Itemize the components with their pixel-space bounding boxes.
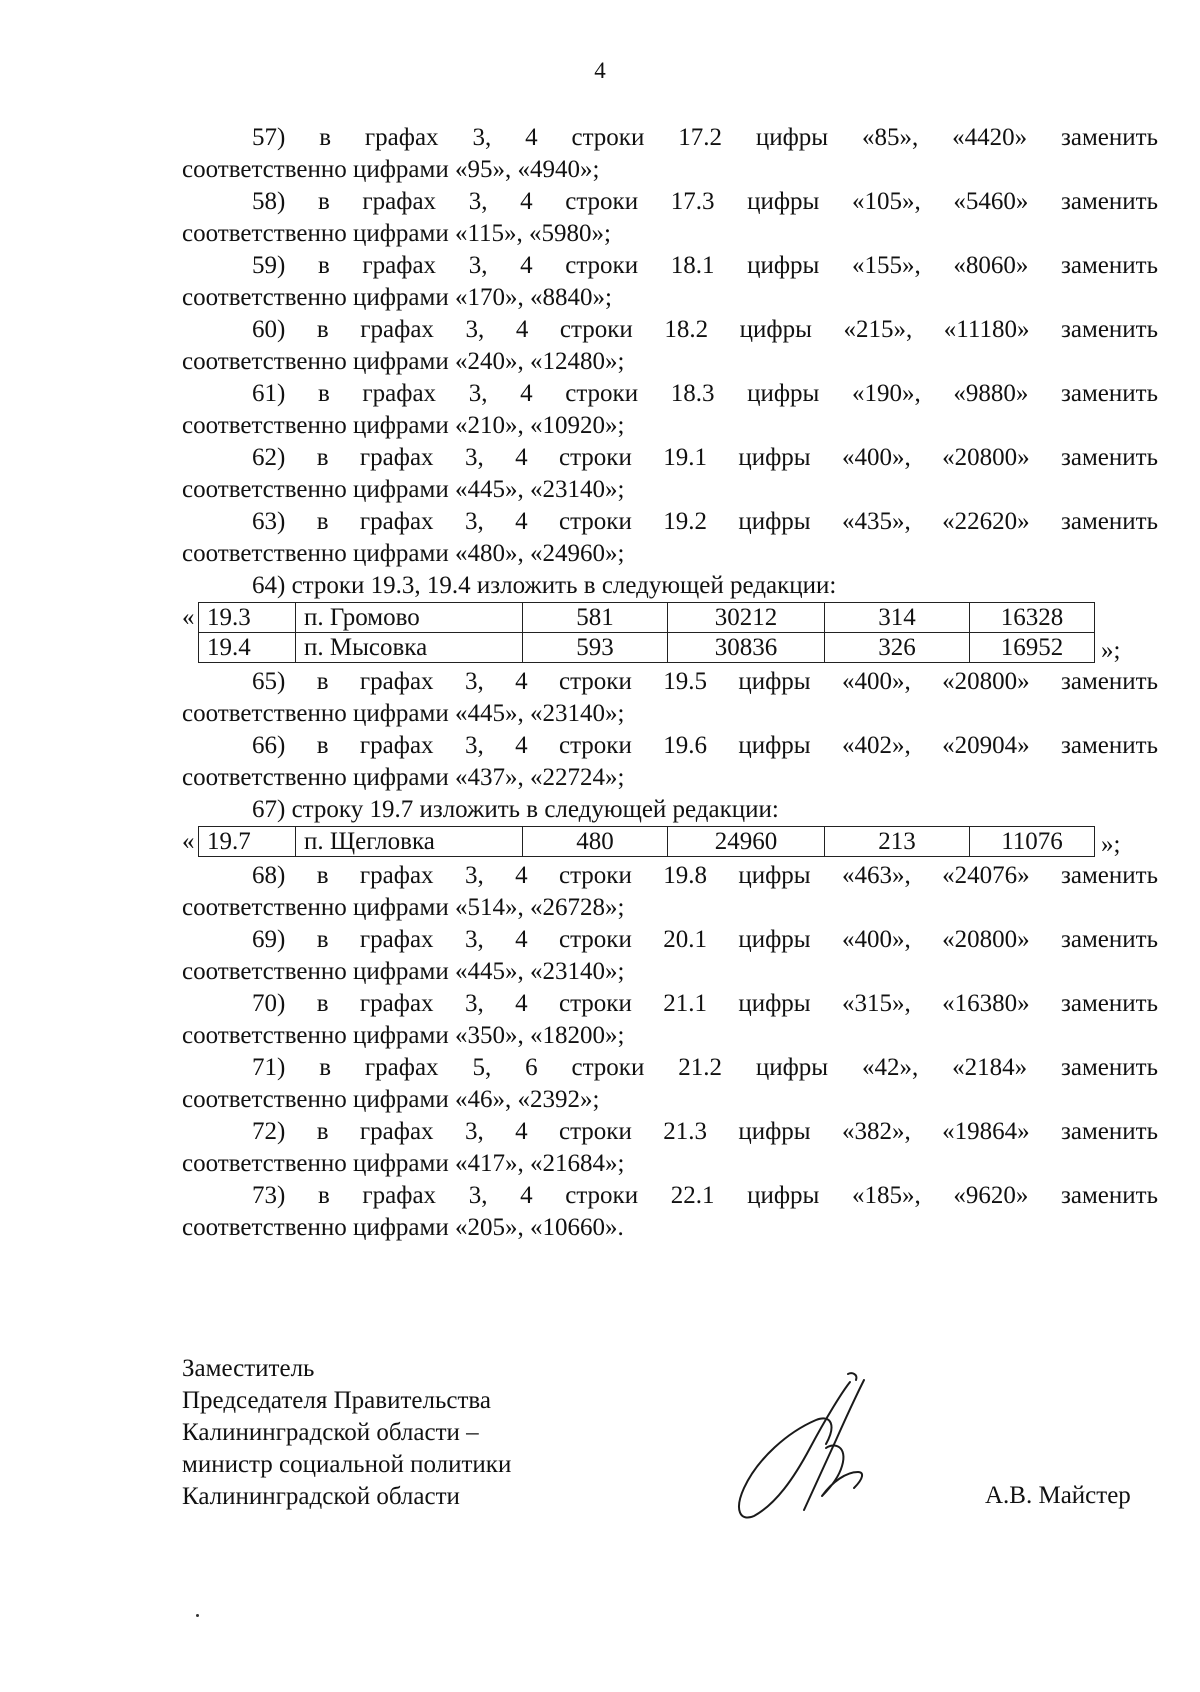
list-item — [182, 730, 1158, 794]
item-line-1: 68) в графах 3, 4 строки 19.8 цифры «463», «24076» заменить — [252, 862, 1158, 889]
table-cell: 314 — [825, 603, 970, 633]
list-item — [182, 1052, 1158, 1116]
item-line-2: соответственно цифрами «170», «8840»; — [182, 284, 612, 311]
table-row — [199, 827, 1095, 857]
list-item — [182, 1116, 1158, 1180]
table-cell: 30836 — [668, 633, 825, 663]
item-line-2: соответственно цифрами «46», «2392»; — [182, 1086, 600, 1113]
close-quote: »; — [1101, 637, 1121, 664]
item-line-2: соответственно цифрами «480», «24960»; — [182, 540, 625, 567]
item-line-1: 73) в графах 3, 4 строки 22.1 цифры «185», «9620» заменить — [252, 1182, 1158, 1209]
item-line-2: соответственно цифрами «437», «22724»; — [182, 764, 625, 791]
table-cell: 30212 — [668, 603, 825, 633]
item-line-1: 58) в графах 3, 4 строки 17.3 цифры «105», «5460» заменить — [252, 188, 1158, 215]
table-cell: 11076 — [970, 827, 1095, 857]
signatory-name: А.В. Майстер — [985, 1482, 1131, 1509]
list-item — [182, 250, 1158, 314]
list-item — [182, 122, 1158, 186]
table — [198, 826, 1095, 857]
table-cell: 24960 — [668, 827, 825, 857]
item-line-2: соответственно цифрами «445», «23140»; — [182, 476, 625, 503]
signatory-title — [182, 1353, 511, 1513]
signatory-title-line: Председателя Правительства — [182, 1387, 491, 1414]
signatory-title-line: Калининградской области – — [182, 1419, 479, 1446]
item-line-1: 65) в графах 3, 4 строки 19.5 цифры «400», «20800» заменить — [252, 668, 1158, 695]
list-item — [182, 924, 1158, 988]
list-item — [182, 860, 1158, 924]
item-line-2: соответственно цифрами «240», «12480»; — [182, 348, 625, 375]
item-line-1: 69) в графах 3, 4 строки 20.1 цифры «400», «20800» заменить — [252, 926, 1158, 953]
item-line-2: соответственно цифрами «417», «21684»; — [182, 1150, 625, 1177]
item-line-2: соответственно цифрами «210», «10920»; — [182, 412, 625, 439]
item-line-1: 72) в графах 3, 4 строки 21.3 цифры «382», «19864» заменить — [252, 1118, 1158, 1145]
table — [198, 602, 1095, 663]
scan-dot — [196, 1614, 199, 1617]
item-line-1: 66) в графах 3, 4 строки 19.6 цифры «402», «20904» заменить — [252, 732, 1158, 759]
table-row — [199, 633, 1095, 663]
table-cell: 16328 — [970, 603, 1095, 633]
open-quote: « — [182, 604, 195, 631]
replacement-table-67 — [182, 826, 1158, 860]
item-line-2: соответственно цифрами «115», «5980»; — [182, 220, 611, 247]
table-cell: п. Мысовка — [296, 633, 523, 663]
table-cell: п. Щегловка — [296, 827, 523, 857]
page-number: 4 — [594, 58, 606, 83]
document-body — [182, 122, 1158, 1244]
item-line-2: соответственно цифрами «445», «23140»; — [182, 958, 625, 985]
list-item — [182, 666, 1158, 730]
item-line-2: соответственно цифрами «95», «4940»; — [182, 156, 600, 183]
table-cell: 326 — [825, 633, 970, 663]
list-item — [182, 506, 1158, 570]
list-item — [182, 314, 1158, 378]
open-quote: « — [182, 828, 195, 855]
signatory-title-line: Заместитель — [182, 1355, 315, 1382]
item-67-intro: 67) строку 19.7 изложить в следующей редакции: — [252, 796, 779, 823]
table-cell: п. Громово — [296, 603, 523, 633]
list-item — [182, 378, 1158, 442]
table-row — [199, 603, 1095, 633]
item-line-1: 62) в графах 3, 4 строки 19.1 цифры «400», «20800» заменить — [252, 444, 1158, 471]
table-cell: 213 — [825, 827, 970, 857]
item-line-1: 60) в графах 3, 4 строки 18.2 цифры «215», «11180» заменить — [252, 316, 1158, 343]
item-line-2: соответственно цифрами «445», «23140»; — [182, 700, 625, 727]
list-item — [182, 988, 1158, 1052]
list-item — [182, 442, 1158, 506]
replacement-table-64 — [182, 602, 1158, 666]
table-cell: 593 — [523, 633, 668, 663]
item-64-intro: 64) строки 19.3, 19.4 изложить в следующей редакции: — [252, 572, 837, 599]
list-item — [182, 1180, 1158, 1244]
item-line-1: 70) в графах 3, 4 строки 21.1 цифры «315», «16380» заменить — [252, 990, 1158, 1017]
item-line-1: 61) в графах 3, 4 строки 18.3 цифры «190», «9880» заменить — [252, 380, 1158, 407]
item-line-2: соответственно цифрами «205», «10660». — [182, 1214, 624, 1241]
item-line-2: соответственно цифрами «514», «26728»; — [182, 894, 625, 921]
list-item — [182, 186, 1158, 250]
item-line-1: 57) в графах 3, 4 строки 17.2 цифры «85», «4420» заменить — [252, 124, 1158, 151]
signatory-title-line: министр социальной политики — [182, 1451, 512, 1478]
table-cell: 19.3 — [199, 603, 296, 633]
table-cell: 19.7 — [199, 827, 296, 857]
close-quote: »; — [1101, 831, 1121, 858]
table-cell: 16952 — [970, 633, 1095, 663]
item-line-1: 59) в графах 3, 4 строки 18.1 цифры «155», «8060» заменить — [252, 252, 1158, 279]
table-cell: 581 — [523, 603, 668, 633]
handwritten-signature-icon — [730, 1370, 890, 1527]
item-line-1: 71) в графах 5, 6 строки 21.2 цифры «42», «2184» заменить — [252, 1054, 1158, 1081]
table-cell: 19.4 — [199, 633, 296, 663]
table-cell: 480 — [523, 827, 668, 857]
signatory-title-line: Калининградской области — [182, 1483, 460, 1510]
item-line-1: 63) в графах 3, 4 строки 19.2 цифры «435», «22620» заменить — [252, 508, 1158, 535]
item-line-2: соответственно цифрами «350», «18200»; — [182, 1022, 625, 1049]
